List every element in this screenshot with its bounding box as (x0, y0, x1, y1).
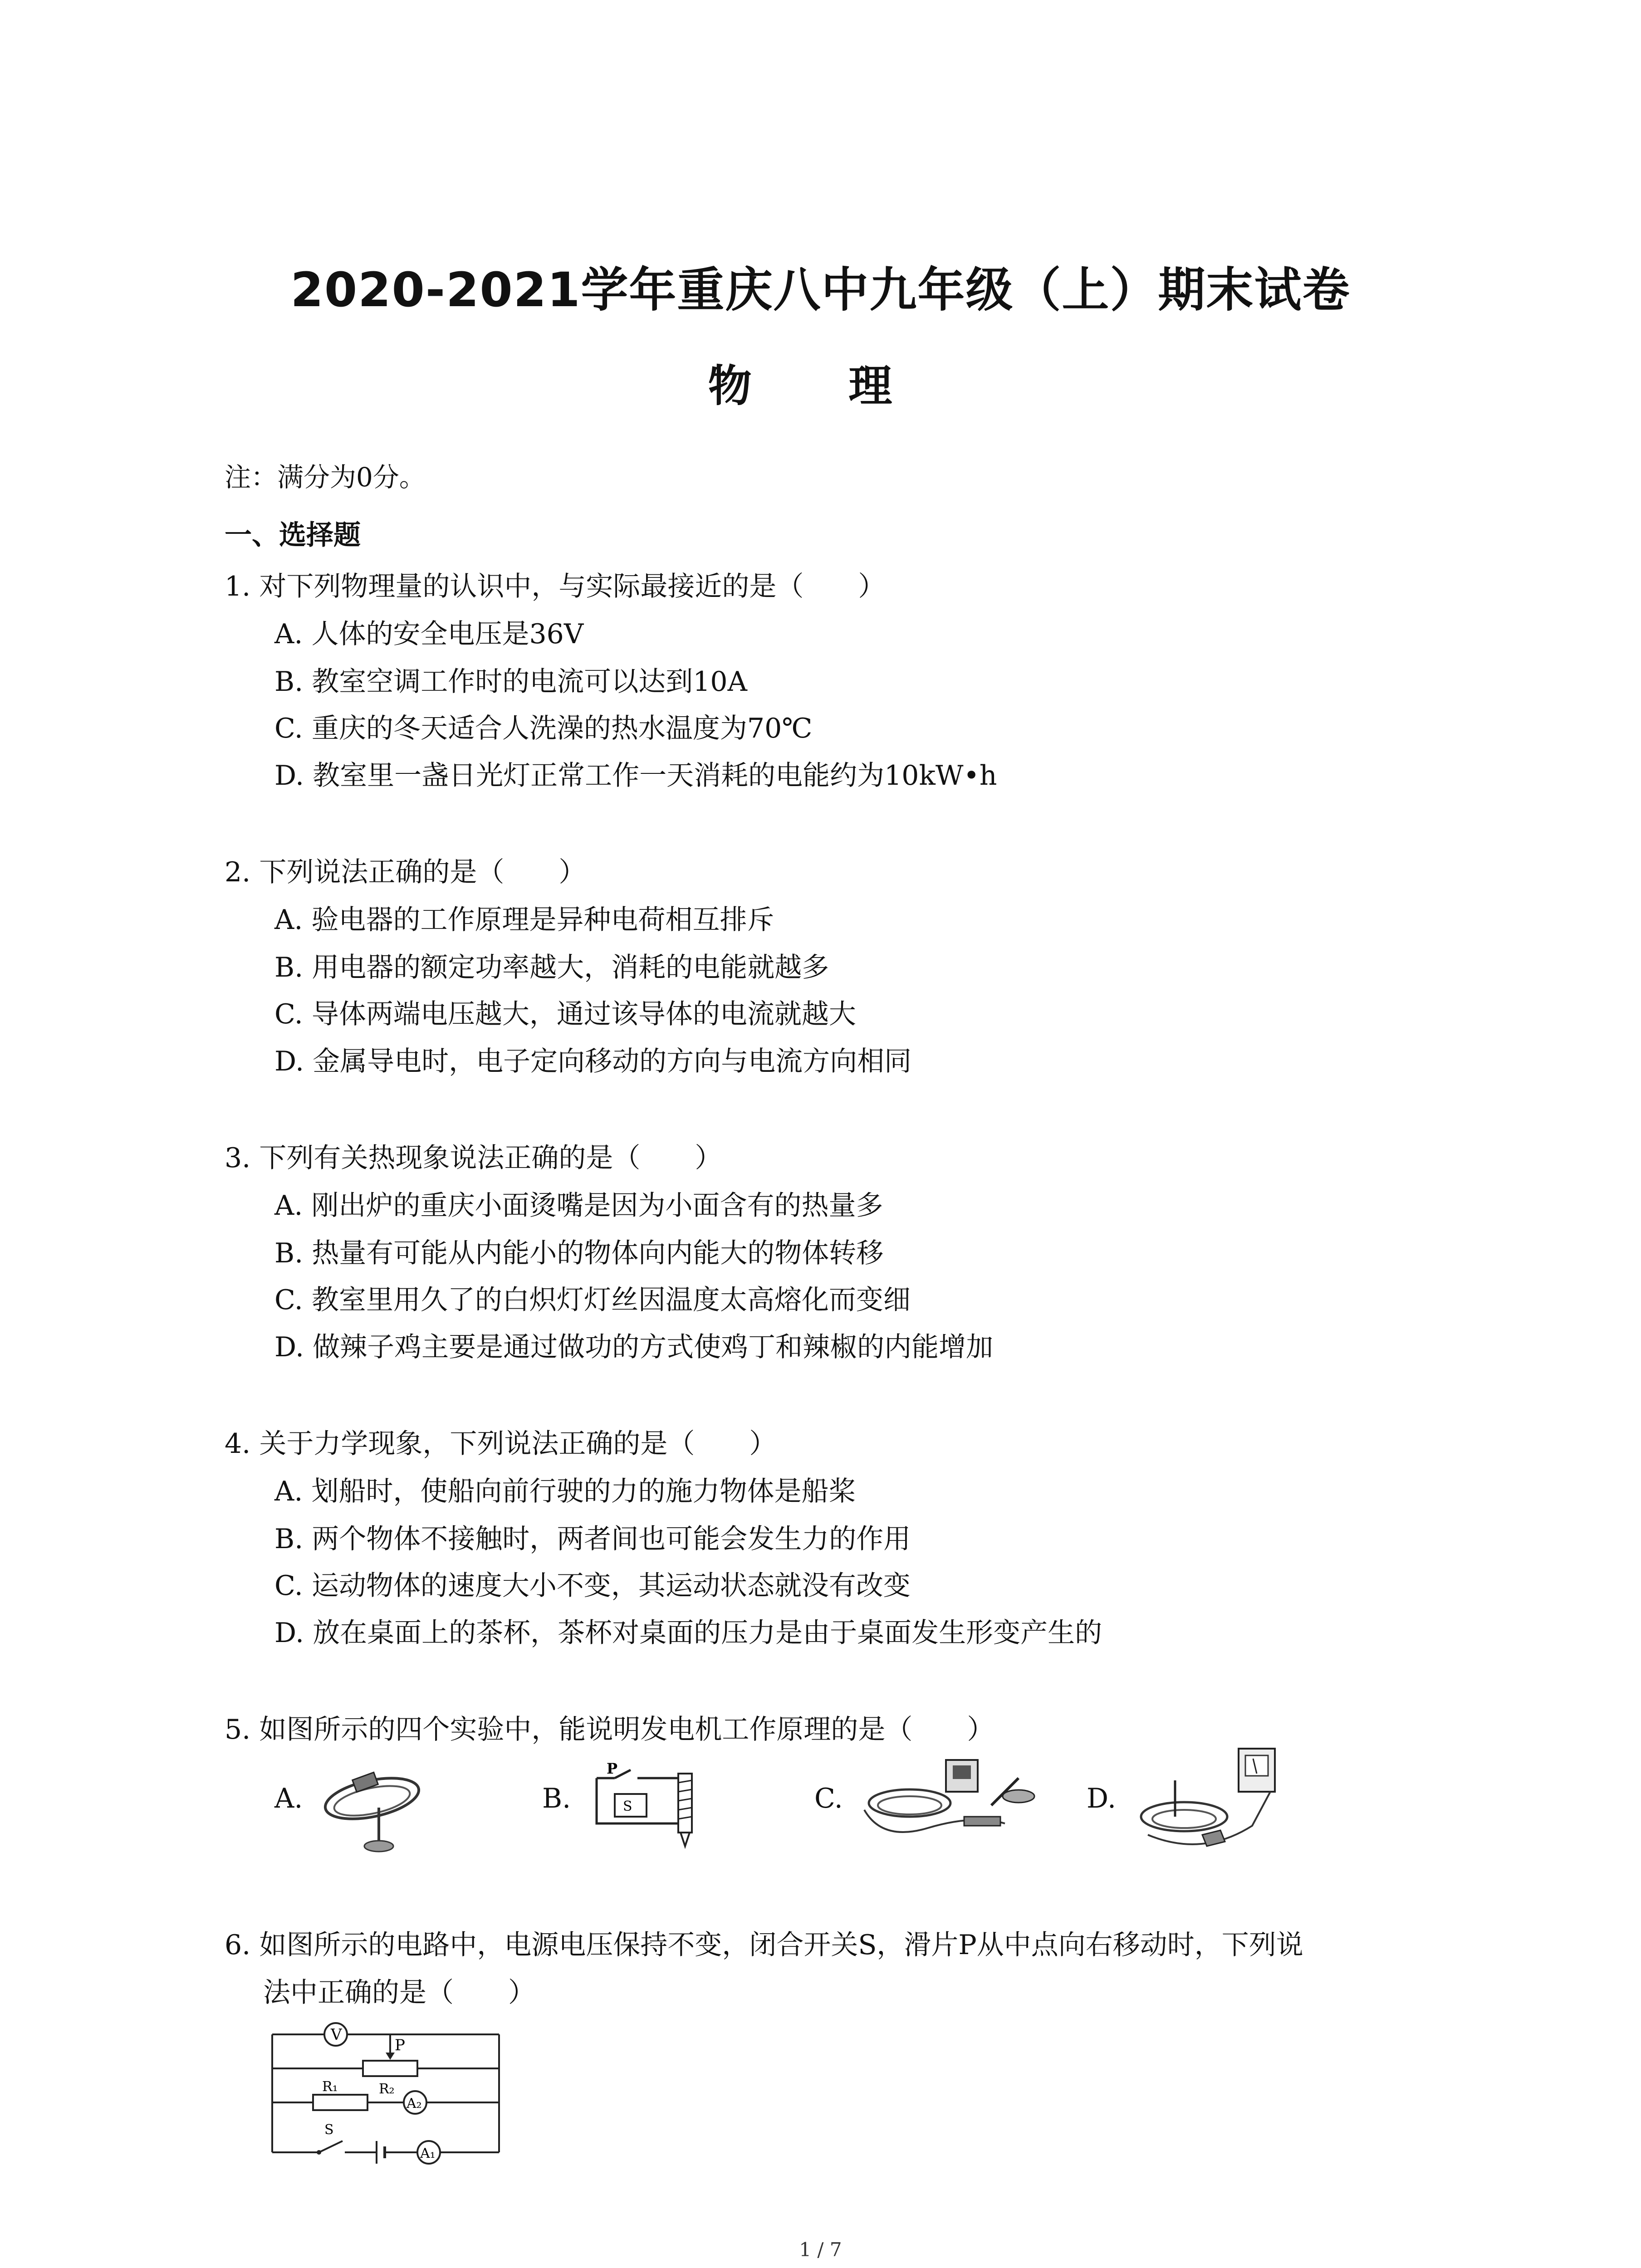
figure-b-electromagnet (588, 1760, 715, 1851)
figure-c-generator-setup (855, 1751, 1037, 1860)
voltmeter-label: V (331, 2026, 342, 2044)
r1-label: R₁ (322, 2079, 338, 2095)
ammeter1-label: A₁ (420, 2146, 436, 2161)
question-4-stem: 4. 关于力学现象，下列说法正确的是（ ） (225, 1428, 777, 1460)
r2-label: R₂ (379, 2081, 395, 2097)
question-6-stem-line2: 法中正确的是（ ） (263, 1977, 535, 2009)
figure-b-label: B. (542, 1783, 571, 1814)
question-4-option-a: A. 划船时，使船向前行驶的力的施力物体是船桨 (274, 1476, 856, 1507)
question-2-option-a: A. 验电器的工作原理是异种电荷相互排斥 (274, 904, 774, 936)
figure-b-s-text: S (623, 1799, 632, 1814)
question-2-option-c: C. 导体两端电压越大，通过该导体的电流就越大 (274, 998, 856, 1030)
question-3-option-a: A. 刚出炉的重庆小面烫嘴是因为小面含有的热量多 (274, 1190, 883, 1222)
switch-label: S (324, 2122, 334, 2138)
question-1-option-a: A. 人体的安全电压是36V (274, 618, 584, 650)
figure-c-label: C. (814, 1783, 843, 1814)
question-3-option-d: D. 做辣子鸡主要是通过做功的方式使鸡丁和辣椒的内能增加 (274, 1331, 994, 1363)
score-note: 注：满分为0分。 (225, 462, 426, 493)
figure-b-p-text: P (607, 1760, 618, 1777)
question-3-stem: 3. 下列有关热现象说法正确的是（ ） (225, 1142, 722, 1174)
question-1-stem: 1. 对下列物理量的认识中，与实际最接近的是（ ） (225, 571, 886, 602)
question-5-stem: 5. 如图所示的四个实验中，能说明发电机工作原理的是（ ） (225, 1714, 994, 1745)
slider-label: P (395, 2036, 405, 2054)
page-number: 1 / 7 (799, 2239, 842, 2261)
ammeter2-label: A₂ (407, 2096, 422, 2112)
section-title: 一、选择题 (225, 519, 361, 551)
figure-d-label: D. (1087, 1783, 1117, 1814)
question-6-circuit-diagram (268, 2016, 513, 2170)
question-3-option-c: C. 教室里用久了的白炽灯灯丝因温度太高熔化而变细 (274, 1284, 911, 1316)
question-4-option-c: C. 运动物体的速度大小不变，其运动状态就没有改变 (274, 1570, 911, 1602)
figure-d-galvanometer-setup (1134, 1744, 1284, 1857)
exam-title: 2020-2021学年重庆八中九年级（上）期末试卷 (290, 262, 1351, 318)
question-4-option-b: B. 两个物体不接触时，两者间也可能会发生力的作用 (274, 1523, 911, 1555)
question-1-option-d: D. 教室里一盏日光灯正常工作一天消耗的电能约为10kW•h (274, 760, 997, 792)
question-2-option-d: D. 金属导电时，电子定向移动的方向与电流方向相同 (274, 1046, 912, 1077)
question-1-option-b: B. 教室空调工作时的电流可以达到10A (274, 666, 747, 698)
question-2-option-b: B. 用电器的额定功率越大，消耗的电能就越多 (274, 952, 829, 983)
question-4-option-d: D. 放在桌面上的茶杯，茶杯对桌面的压力是由于桌面发生形变产生的 (274, 1617, 1102, 1649)
question-1-option-c: C. 重庆的冬天适合人洗澡的热水温度为70℃ (274, 713, 813, 744)
figure-a-label: A. (274, 1783, 303, 1814)
question-3-option-b: B. 热量有可能从内能小的物体向内能大的物体转移 (274, 1237, 884, 1269)
subject-title: 物 理 (708, 361, 933, 411)
figure-a-coil-experiment (318, 1755, 426, 1860)
question-2-stem: 2. 下列说法正确的是（ ） (225, 856, 586, 888)
question-6-stem-line1: 6. 如图所示的电路中，电源电压保持不变，闭合开关S，滑片P从中点向右移动时，下列说 (225, 1929, 1303, 1961)
